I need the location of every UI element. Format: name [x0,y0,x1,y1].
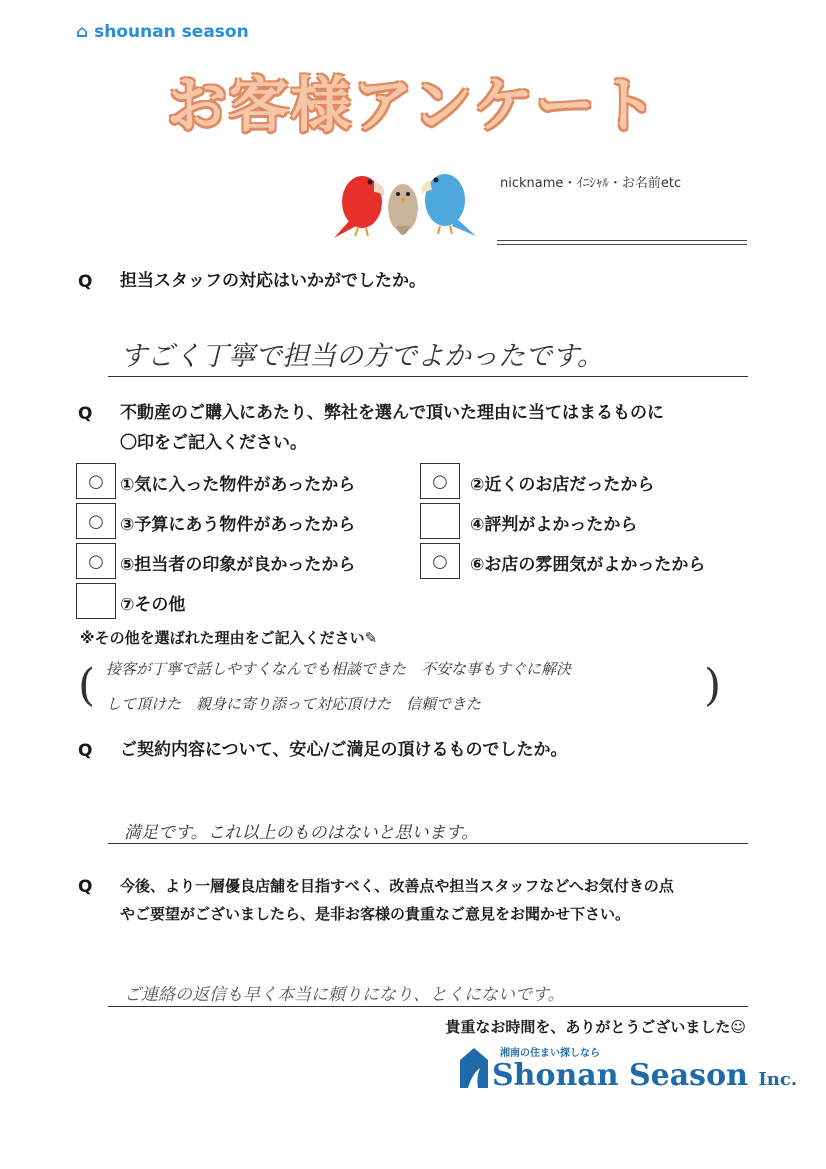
q2-mark: Q [78,404,93,424]
logo-tagline: 湘南の住まい探しなら [500,1048,600,1059]
q4-question-line2: やご要望がございましたら、是非お客様の貴重なご意見をお聞かせ下さい。 [120,905,631,923]
option-3-label: ③予算にあう物件があったから [120,515,356,535]
logo-name: Shonan Season [492,1058,748,1093]
option-1-checkbox[interactable]: ○ [76,463,116,499]
q1-answer: すごく丁寧で担当の方でよかったです。 [120,341,604,372]
other-reason-line1: 接客が丁寧で話しやすくなんでも相談できた 不安な事もすぐに解決 [106,660,572,678]
option-4-label: ④評判がよかったから [470,515,638,535]
option-5-label: ⑤担当者の印象が良かったから [120,555,356,575]
q4-mark: Q [78,877,93,897]
company-logo [492,1058,797,1093]
q1-question: 担当スタッフの対応はいかがでしたか。 [120,271,426,291]
nickname-line-double [497,244,747,245]
beige-bird-icon [388,184,418,235]
page-title: お客様アンケート [166,71,660,141]
option-5-checkbox[interactable]: ○ [76,543,116,579]
q1-answer-line [108,376,748,377]
nickname-label: nickname・ｲﾆｼｬﾙ・お名前etc [500,176,682,191]
q4-answer: ご連絡の返信も早く本当に頼りになり、とくにないです。 [124,985,565,1005]
option-1-label: ①気に入った物件があったから [120,475,356,495]
q2-question-line1: 不動産のご購入にあたり、弊社を選んで頂いた理由に当てはまるものに [120,403,664,423]
blue-bird-icon [422,174,476,236]
nickname-line [497,240,747,241]
option-2-checkbox[interactable]: ○ [420,463,460,499]
option-2-label: ②近くのお店だったから [470,475,655,495]
q2-question-line2: 〇印をご記入ください。 [120,433,307,453]
q1-mark: Q [78,272,93,292]
option-6-label: ⑥お店の雰囲気がよかったから [470,555,706,575]
thanks-message: 貴重なお時間を、ありがとうございました☺ [445,1018,746,1036]
logo-inc: Inc. [758,1069,798,1090]
q4-question-line1: 今後、より一層優良店舗を目指すべく、改善点や担当スタッフなどへお気付きの点 [120,877,674,895]
house-logo-icon [458,1046,490,1090]
q3-answer: 満足です。これ以上のものはないと思います。 [124,823,479,843]
red-bird-icon [334,176,384,238]
brand-header [76,22,249,42]
option-4-checkbox[interactable] [420,503,460,539]
paren-close: ) [704,660,722,711]
other-reason-line2: して頂けた 親身に寄り添って対応頂けた 信頼できた [106,695,482,713]
q4-answer-line [108,1006,748,1007]
q3-question: ご契約内容について、安心/ご満足の頂けるものでしたか。 [120,740,568,760]
q3-mark: Q [78,741,93,761]
option-7-label: ⑦その他 [120,595,186,615]
option-7-checkbox[interactable] [76,583,116,619]
house-icon: ⌂ [76,22,95,42]
option-6-checkbox[interactable]: ○ [420,543,460,579]
q3-answer-line [108,843,748,844]
paren-open: ( [78,660,96,711]
option-3-checkbox[interactable]: ○ [76,503,116,539]
other-reason-prompt: ※その他を選ばれた理由をご記入ください✎ [80,629,378,647]
birds-illustration-icon [330,162,480,244]
brand-text: shounan season [94,22,249,42]
